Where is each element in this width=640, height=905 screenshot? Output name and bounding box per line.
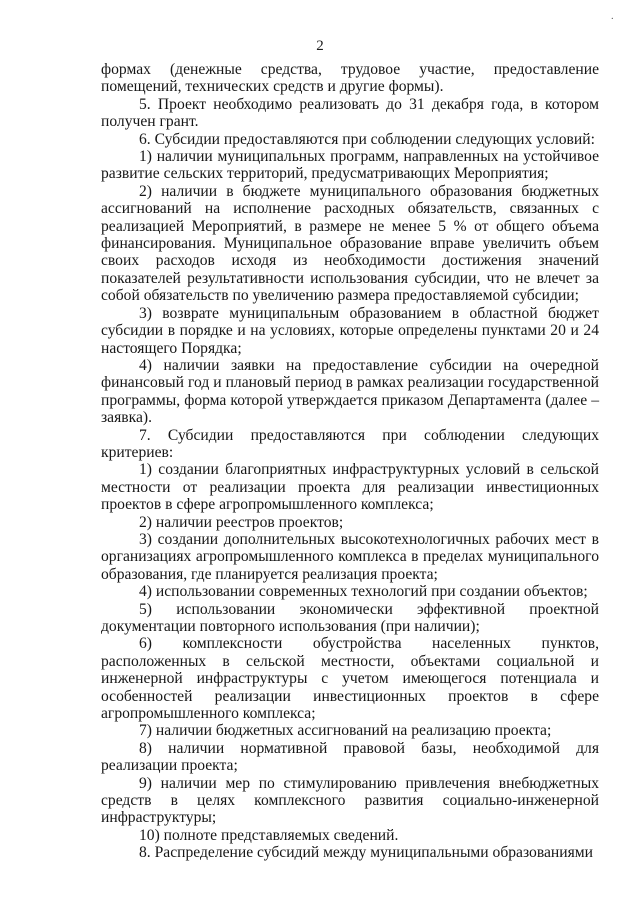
paragraph-continuation: формах (денежные средства, трудовое участие, предоставление помещений, технических средств и другие формы). [101, 61, 599, 96]
criterion-4: 4) использовании современных технологий при создании объектов; [139, 583, 588, 601]
page-number: 2 [316, 38, 324, 54]
criterion-9: 9) наличии мер по стимулированию привлечения внебюджетных средств в целях комплексного развития социально-инженерной инфраструктуры; [101, 774, 599, 827]
condition-2: 2) наличии в бюджете муниципального образования бюджетных ассигнований на исполнение расходных обязательств, связанных с реализацией Мероприятий, в размере не менее 5 % от общего объема финансирования. Муниципальное образование вправе увеличить объем своих расходов исходя из необходимости достижения значений показателей результативности использования субсидии, что не влечет за собой обязательств по увеличению размера предоставляемой субсидии; [101, 182, 599, 305]
criterion-3: 3) создании дополнительных высокотехнологичных рабочих мест в организациях агропромышленного комплекса в пределах муниципального образования, где планируется реализация проекта; [101, 530, 599, 583]
criterion-2: 2) наличии реестров проектов; [139, 513, 344, 531]
paragraph-item-7: 7. Субсидии предоставляются при соблюдении следующих критериев: [101, 426, 599, 461]
paragraph-item-5: 5. Проект необходимо реализовать до 31 декабря года, в котором получен грант. [101, 95, 599, 131]
condition-3: 3) возврате муниципальным образованием в областной бюджет субсидии в порядке и на условиях, которые определены пунктами 20 и 24 настоящего Порядка; [101, 304, 599, 357]
criterion-6: 6) комплексности обустройства населенных пунктов, расположенных в сельской местности, объектами социальной и инженерной инфраструктуры с учетом имеющегося потенциала и особенностей реализации инвестиционных проектов в сфере агропромышленного комплекса; [101, 635, 599, 723]
criterion-8: 8) наличии нормативной правовой базы, необходимой для реализации проекта; [101, 739, 599, 775]
paragraph-item-6: 6. Субсидии предоставляются при соблюдении следующих условий: [139, 130, 595, 148]
condition-4: 4) наличии заявки на предоставление субсидии на очередной финансовый год и плановый период в рамках реализации государственной программы, форма которой утверждается приказом Департамента (далее – заявка). [101, 356, 599, 427]
corner-mark: · [610, 14, 614, 25]
paragraph-item-8: 8. Распределение субсидий между муниципальными образованиями [139, 844, 594, 862]
condition-1: 1) наличии муниципальных программ, направленных на устойчивое развитие сельских территорий, предусматривающих Мероприятия; [101, 148, 599, 183]
criterion-5: 5) использовании экономически эффективной проектной документации повторного использования (при наличии); [101, 600, 599, 635]
criterion-10: 10) полноте представляемых сведений. [139, 826, 399, 844]
criterion-7: 7) наличии бюджетных ассигнований на реализацию проекта; [139, 722, 552, 740]
criterion-1: 1) создании благоприятных инфраструктурных условий в сельской местности от реализации проекта для реализации инвестиционных проектов в сфере агропромышленного комплекса; [101, 461, 599, 514]
document-body [101, 61, 599, 862]
